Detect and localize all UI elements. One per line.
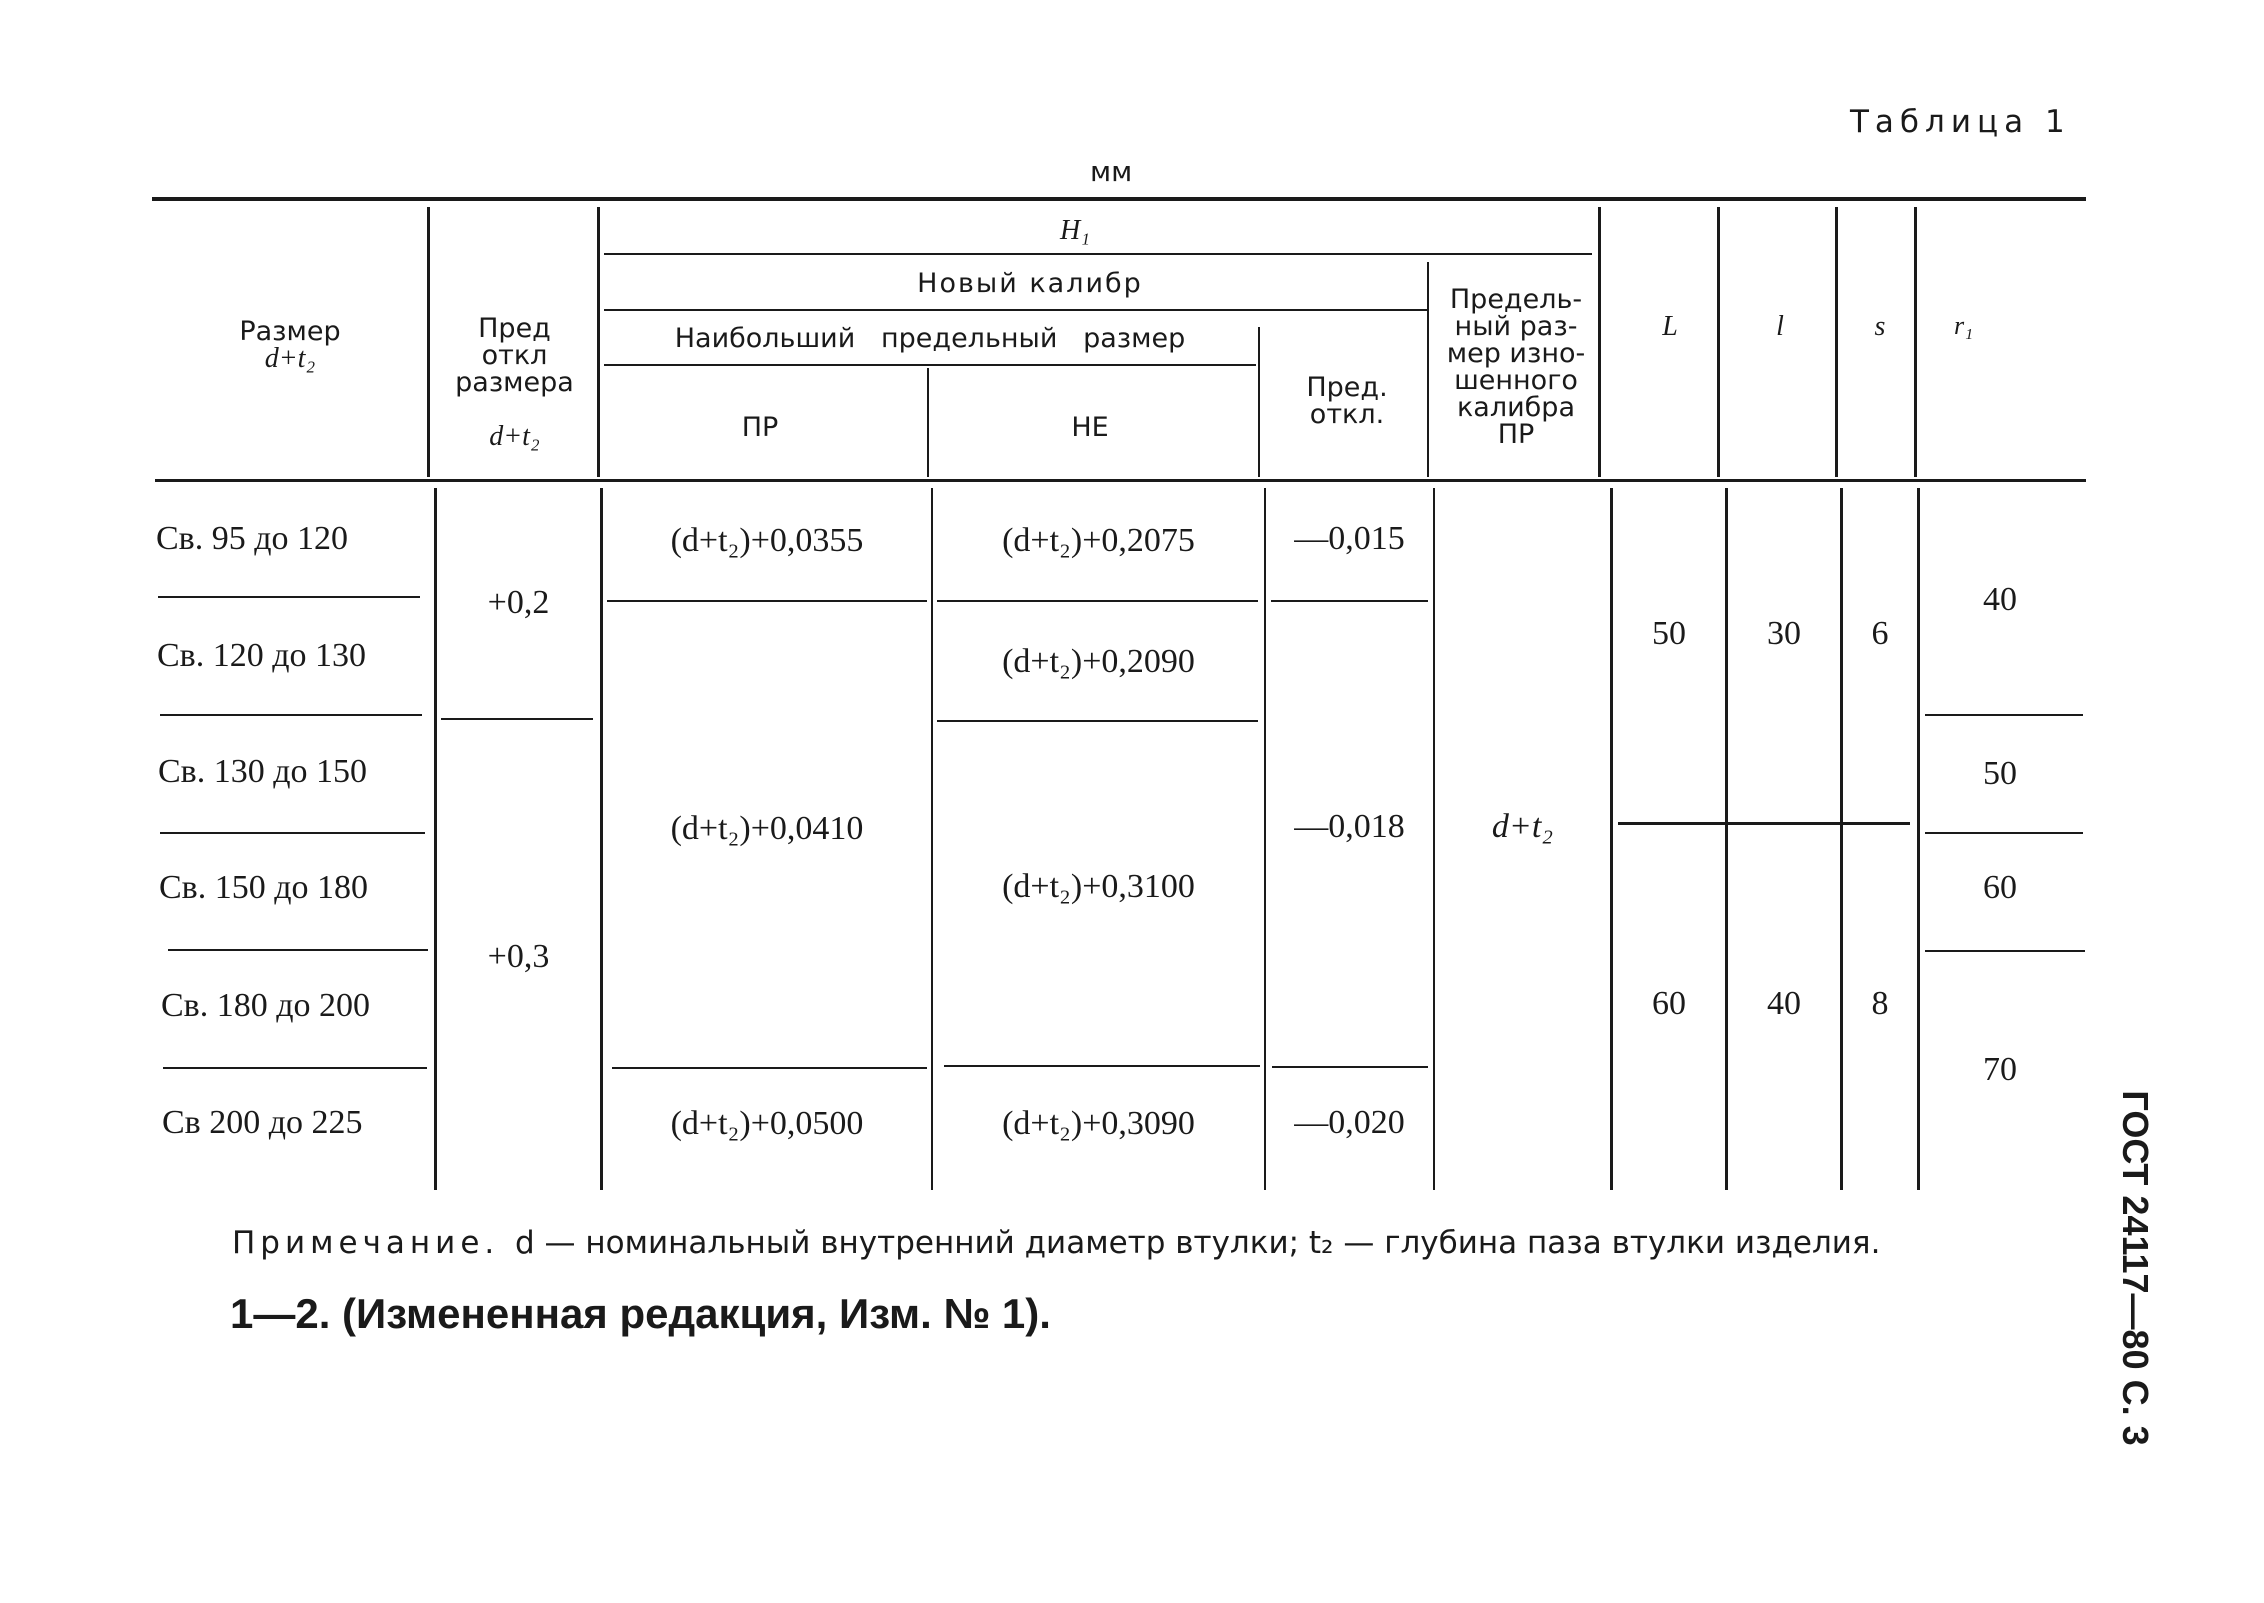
L-value: 50 (1652, 615, 1686, 652)
row-size: Св. 180 до 200 (161, 987, 371, 1024)
header-pr: ПР (741, 412, 779, 443)
deviation-value: +0,2 (487, 584, 550, 621)
header-largest-limit: Наибольший предельный размер (674, 323, 1186, 354)
pr-value: (d+t₂)+0,0355 (670, 522, 864, 559)
note-label: Примечание. (232, 1225, 500, 1261)
note-text: d — номинальный внутренний диаметр втулки; t₂ — глубина паза втулки изделия. (515, 1225, 1881, 1261)
r1-value: 60 (1983, 869, 2017, 906)
worn-limit-value: d+t₂ (1491, 808, 1554, 845)
pred-otkl-value: —0,018 (1294, 808, 1405, 845)
header-deviation: Пред откл размера d+t₂ (455, 313, 574, 452)
header-s: s (1874, 311, 1886, 342)
ne-value: (d+t₂)+0,2075 (1002, 522, 1195, 559)
row-size: Св. 95 до 120 (156, 520, 349, 557)
row-size: Св. 150 до 180 (159, 869, 369, 906)
header-h1: H₁ (1060, 215, 1090, 246)
r1-value: 40 (1983, 581, 2017, 618)
header-worn-limit: Предель- ный раз- мер изно- шенного калибра ПР (1446, 284, 1586, 450)
pr-value: (d+t₂)+0,0410 (670, 810, 864, 847)
table-note (232, 1225, 1880, 1261)
row-size: Св 200 до 225 (162, 1104, 363, 1141)
header-new-gauge: Новый калибр (917, 268, 1143, 299)
s-value: 8 (1871, 985, 1889, 1022)
l-value: 40 (1767, 985, 1801, 1022)
table-caption: Таблица 1 (1850, 104, 2071, 140)
header-size: Размер d+t₂ (239, 316, 341, 374)
row-size: Св. 120 до 130 (157, 637, 367, 674)
pr-value: (d+t₂)+0,0500 (670, 1105, 864, 1142)
ne-value: (d+t₂)+0,2090 (1002, 643, 1195, 680)
l-value: 30 (1767, 615, 1801, 652)
header-L: L (1662, 311, 1678, 342)
pred-otkl-value: —0,015 (1294, 520, 1405, 557)
pred-otkl-value: —0,020 (1294, 1104, 1405, 1141)
row-size: Св. 130 до 150 (158, 753, 368, 790)
deviation-value: +0,3 (487, 938, 550, 975)
L-value: 60 (1652, 985, 1686, 1022)
ne-value: (d+t₂)+0,3090 (1002, 1105, 1195, 1142)
header-pred-otkl: Пред. откл. (1306, 372, 1388, 430)
amendment-note: 1—2. (Измененная редакция, Изм. № 1). (230, 1290, 1051, 1337)
header-r1: r₁ (1954, 311, 1974, 340)
r1-value: 70 (1983, 1051, 2017, 1088)
units-label: мм (1090, 155, 1133, 188)
s-value: 6 (1871, 615, 1889, 652)
r1-value: 50 (1983, 755, 2017, 792)
header-l: l (1776, 311, 1784, 342)
ne-value: (d+t₂)+0,3100 (1002, 868, 1195, 905)
header-ne: НЕ (1071, 412, 1109, 443)
